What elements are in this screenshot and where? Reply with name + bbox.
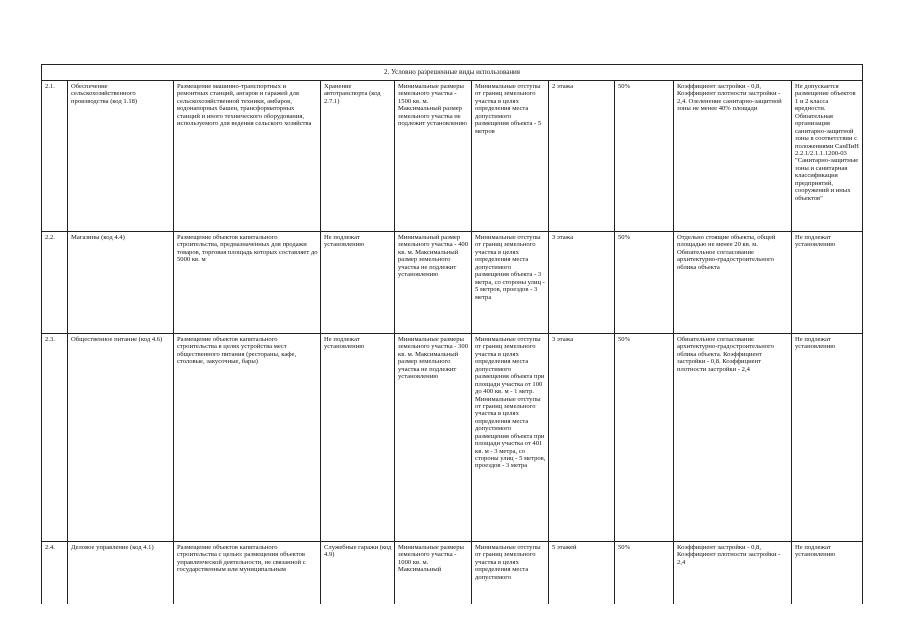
setback: Минимальные отступы от границ земельного участка в целях определения места допустимого размещения объекта при площади участка от 100 до 400 кв. м - 1 метр. Минимальные отступы от границ земельного участка в целях определения места допустимого размещения объекта при площади участка от 401 кв. м - 3 метра, со стороны улиц - 5 метров, проездов - 3 метра [472,334,549,542]
max-floors: 3 этажа [549,334,615,542]
use-name: Общественное питание (код 4.6) [68,334,174,542]
plot-size: Минимальные размеры земельного участка - 300 кв. м. Максимальный размер земельного участка не подлежит установлению [395,334,472,542]
table-row [42,232,863,334]
row-number: 2.3. [42,334,68,542]
coverage-percent: 50% [615,232,674,334]
table-row [42,334,863,542]
table-row [42,542,863,605]
section-header-row [42,65,863,81]
other-parameters: Коэффициент застройки - 0,8, Коэффициент плотности застройки - 2,4. Озеленение санитарно-защитной зоны не менее 40% площади [674,81,792,232]
restrictions: Не подлежат установлению [792,232,863,334]
restrictions: Не подлежат установлению [792,542,863,605]
table-row [42,81,863,232]
auxiliary-use: Служебные гаражи (код 4.9) [321,542,395,605]
row-number: 2.4. [42,542,68,605]
use-description: Размещение объектов капитального строительства в целях устройства мест общественного питания (рестораны, кафе, столовые, закусочные, бары) [174,334,321,542]
row-number: 2.2. [42,232,68,334]
coverage-percent: 50% [615,81,674,232]
section-title: 2. Условно разрешенные виды использования [42,65,863,81]
regulations-document [41,64,862,604]
setback: Минимальные отступы от границ земельного участка в целях определения места допустимого [472,542,549,605]
plot-size: Минимальный размер земельного участка - 400 кв. м. Максимальный размер земельного участка не подлежит установлению [395,232,472,334]
use-description: Размещение объектов капитального строительства с целью: размещения объектов управленческой деятельности, не связанной с государственным или муниципальным [174,542,321,605]
row-number: 2.1. [42,81,68,232]
use-name: Деловое управление (код 4.1) [68,542,174,605]
setback: Минимальные отступы от границ земельного участка в целях определения места допустимого размещения объекта - 5 метров [472,81,549,232]
other-parameters: Отдельно стоящие объекты, общей площадью не менее 20 кв. м. Обязательное согласование архитектурно-градостроительного облика объекта [674,232,792,334]
use-description: Размещение объектов капитального строительства, предназначенных для продажи товаров, торговая площадь которых составляет до 5000 кв. м [174,232,321,334]
setback: Минимальные отступы от границ земельного участка в целях определения места допустимого размещения объекта - 3 метра, со стороны улиц - 5 метров, проездов - 3 метра [472,232,549,334]
auxiliary-use: Не подлежат установлению [321,232,395,334]
coverage-percent: 50% [615,542,674,605]
restrictions: Не подлежат установлению [792,334,863,542]
max-floors: 5 этажей [549,542,615,605]
other-parameters: Обязательное согласование архитектурно-градостроительного облика объекта. Коэффициент застройки - 0,8. Коэффициент плотности застройки - 2,4 [674,334,792,542]
max-floors: 3 этажа [549,232,615,334]
zoning-table [41,64,863,604]
coverage-percent: 50% [615,334,674,542]
max-floors: 2 этажа [549,81,615,232]
auxiliary-use: Не подлежат установлению [321,334,395,542]
use-name: Обеспечение сельскохозяйственного производства (код 1.18) [68,81,174,232]
use-name: Магазины (код 4.4) [68,232,174,334]
restrictions: Не допускается размещение объектов 1 и 2 класса вредности. Обязательная организация санитарно-защитной зоны в соответствии с положениями СанПиН 2.2.1/2.1.1.1200-03 "Санитарно-защитные зоны и санитарная классификация предприятий, сооружений и иных объектов" [792,81,863,232]
use-description: Размещение машинно-транспортных и ремонтных станций, ангаров и гаражей для сельскохозяйственной техники, амбаров, водонапорных башен, трансформаторных станций и иного технического оборудования, используемого для ведения сельского хозяйства [174,81,321,232]
other-parameters: Коэффициент застройки - 0,8, Коэффициент плотности застройки - 2,4 [674,542,792,605]
auxiliary-use: Хранение автотранспорта (код 2.7.1) [321,81,395,232]
plot-size: Минимальные размеры земельного участка - 1000 кв. м. Максимальный [395,542,472,605]
plot-size: Минимальные размеры земельного участка - 1500 кв. м. Максимальный размер земельного участка не подлежит установлению [395,81,472,232]
